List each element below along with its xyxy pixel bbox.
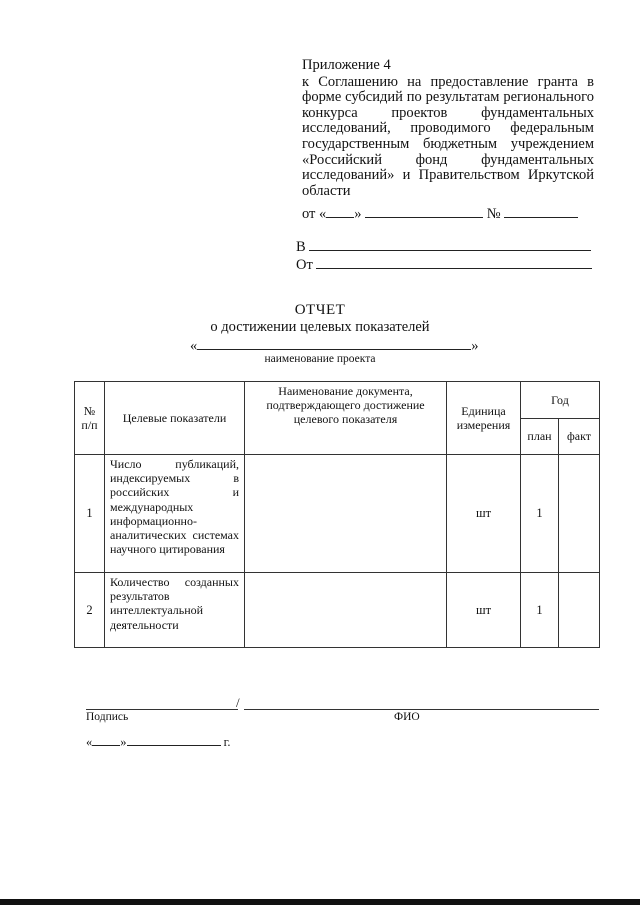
appendix-from-prefix: от « (302, 206, 327, 222)
signature-label: Подпись (86, 711, 129, 723)
appendix-text: к Соглашению на предоставление гранта в форме субсидий по результатам регионального конкурса проектов фундаментальных исследований, проводимого федеральным государственным бюджетным учреждением «Российский фонд фундаментальных исследований» и Правительством Иркутской области (302, 73, 594, 199)
row-unit: шт (447, 455, 521, 573)
to-label: В (296, 239, 306, 255)
quote-open: « (190, 338, 198, 354)
row-plan: 1 (521, 455, 559, 573)
date-open: « (86, 735, 93, 749)
sign-month-blank[interactable] (127, 734, 221, 746)
appendix-date-line (302, 204, 578, 223)
header-number: № п/п (75, 382, 105, 455)
appendix-block (302, 58, 594, 199)
day-blank[interactable] (326, 204, 354, 218)
header-document: Наименование документа, подтверждающего достижение целевого показателя (245, 382, 447, 455)
row-unit: шт (447, 573, 521, 648)
scan-edge (0, 899, 640, 905)
indicators-table (74, 381, 600, 648)
number-blank[interactable] (504, 204, 578, 218)
header-unit: Единица измерения (447, 382, 521, 455)
project-caption: наименование проекта (264, 353, 376, 365)
row-fact[interactable] (559, 573, 600, 648)
appendix-title: Приложение 4 (302, 57, 391, 73)
row-fact[interactable] (559, 455, 600, 573)
from-blank[interactable] (316, 255, 592, 269)
header-indicators: Целевые показатели (105, 382, 245, 455)
number-sign: № (486, 206, 501, 222)
row-number: 1 (75, 455, 105, 573)
project-name-blank[interactable] (197, 336, 471, 350)
report-subtitle: о достижении целевых показателей (210, 319, 430, 335)
date-suffix: г. (223, 735, 231, 749)
quote-close: » (471, 338, 479, 354)
report-title: ОТЧЕТ (294, 302, 346, 318)
row-document[interactable] (245, 455, 447, 573)
row-indicator: Число публикаций, индексируемых в российских и международных информационно-аналитических системах научного цитирования (105, 455, 245, 573)
header-year: Год (521, 382, 600, 419)
from-line (296, 255, 592, 274)
from-label: От (296, 257, 313, 273)
fio-label: ФИО (394, 711, 420, 723)
fio-blank[interactable] (244, 709, 599, 710)
to-line (296, 237, 591, 256)
month-blank[interactable] (365, 204, 483, 218)
row-indicator: Количество созданных результатов интеллектуальной деятельности (105, 573, 245, 648)
row-plan: 1 (521, 573, 559, 648)
to-blank[interactable] (309, 237, 591, 251)
row-number: 2 (75, 573, 105, 648)
signature-date-line (86, 734, 230, 750)
sign-day-blank[interactable] (92, 734, 120, 746)
header-fact: факт (559, 419, 600, 455)
header-plan: план (521, 419, 559, 455)
table-row (75, 573, 600, 648)
date-mid: » (120, 735, 127, 749)
row-document[interactable] (245, 573, 447, 648)
appendix-from-mid: » (354, 206, 362, 222)
table-row (75, 455, 600, 573)
signature-slash: / (236, 695, 240, 710)
signature-blank[interactable] (86, 709, 238, 710)
